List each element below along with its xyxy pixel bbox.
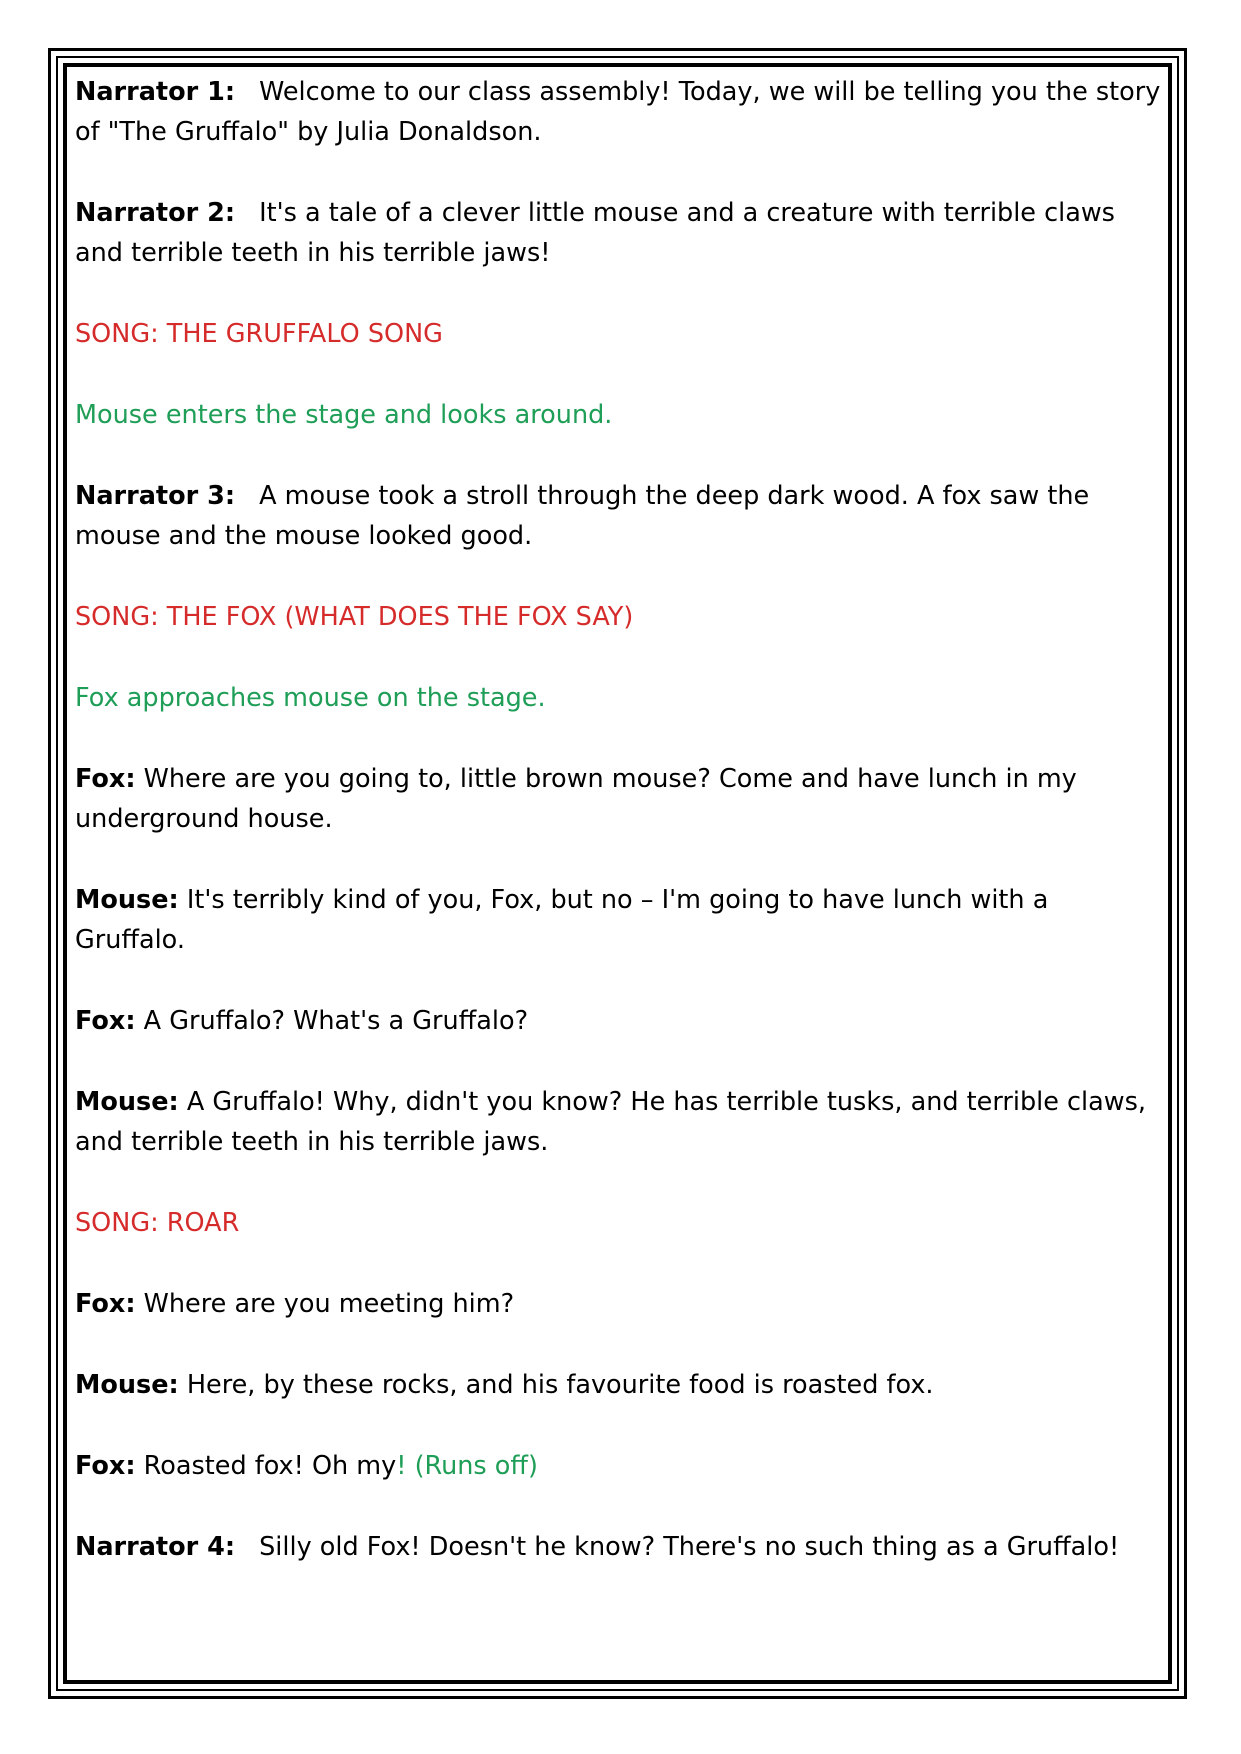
script-line-narrator-3 xyxy=(75,476,1165,556)
speaker-label: Narrator 1: xyxy=(75,77,236,107)
script-line-fox xyxy=(75,1446,1165,1486)
dialogue-text: A Gruffalo? What's a Gruffalo? xyxy=(143,1006,529,1036)
script-line-narrator-1 xyxy=(75,72,1165,152)
stage-direction: Mouse enters the stage and looks around. xyxy=(75,400,613,430)
dialogue-text: It's terribly kind of you, Fox, but no – I'm going to have lunch with a Gruffalo. xyxy=(75,885,1049,955)
script-line-mouse xyxy=(75,1082,1165,1162)
dialogue-text: Welcome to our class assembly! Today, we will be telling you the story of "The Gruffalo" by Julia Donaldson. xyxy=(75,77,1161,147)
dialogue-text: Where are you meeting him? xyxy=(143,1289,515,1319)
script-line-narrator-4 xyxy=(75,1527,1165,1567)
speaker-label: Fox: xyxy=(75,764,136,794)
script-line-mouse xyxy=(75,880,1165,960)
song-cue: SONG: ROAR xyxy=(75,1208,240,1238)
stage-direction: ! (Runs off) xyxy=(396,1451,538,1481)
script-line-fox xyxy=(75,759,1165,839)
speaker-label: Mouse: xyxy=(75,1370,179,1400)
speaker-label: Fox: xyxy=(75,1451,136,1481)
dialogue-text: It's a tale of a clever little mouse and a creature with terrible claws and terrible teeth in his terrible jaws! xyxy=(75,198,1115,268)
dialogue-text: Roasted fox! Oh my xyxy=(143,1451,397,1481)
dialogue-text: A Gruffalo! Why, didn't you know? He has terrible tusks, and terrible claws, and terrible teeth in his terrible jaws. xyxy=(75,1087,1147,1157)
script-line-fox xyxy=(75,1284,1165,1324)
speaker-label: Narrator 2: xyxy=(75,198,236,228)
speaker-label: Fox: xyxy=(75,1006,136,1036)
dialogue-text: Here, by these rocks, and his favourite food is roasted fox. xyxy=(186,1370,934,1400)
dialogue-text: Silly old Fox! Doesn't he know? There's no such thing as a Gruffalo! xyxy=(259,1532,1120,1562)
script-line-narrator-2 xyxy=(75,193,1165,273)
stage-direction: Fox approaches mouse on the stage. xyxy=(75,683,546,713)
speaker-label: Narrator 3: xyxy=(75,481,236,511)
dialogue-text: A mouse took a stroll through the deep dark wood. A fox saw the mouse and the mouse looked good. xyxy=(75,481,1090,551)
script-line-mouse xyxy=(75,1365,1165,1405)
dialogue-text: Where are you going to, little brown mouse? Come and have lunch in my underground house. xyxy=(75,764,1077,834)
speaker-label: Narrator 4: xyxy=(75,1532,236,1562)
speaker-label: Mouse: xyxy=(75,1087,179,1117)
song-cue: SONG: THE FOX (WHAT DOES THE FOX SAY) xyxy=(75,602,634,632)
play-script xyxy=(75,72,1165,1608)
song-cue: SONG: THE GRUFFALO SONG xyxy=(75,319,443,349)
speaker-label: Mouse: xyxy=(75,885,179,915)
script-line-fox xyxy=(75,1001,1165,1041)
speaker-label: Fox: xyxy=(75,1289,136,1319)
